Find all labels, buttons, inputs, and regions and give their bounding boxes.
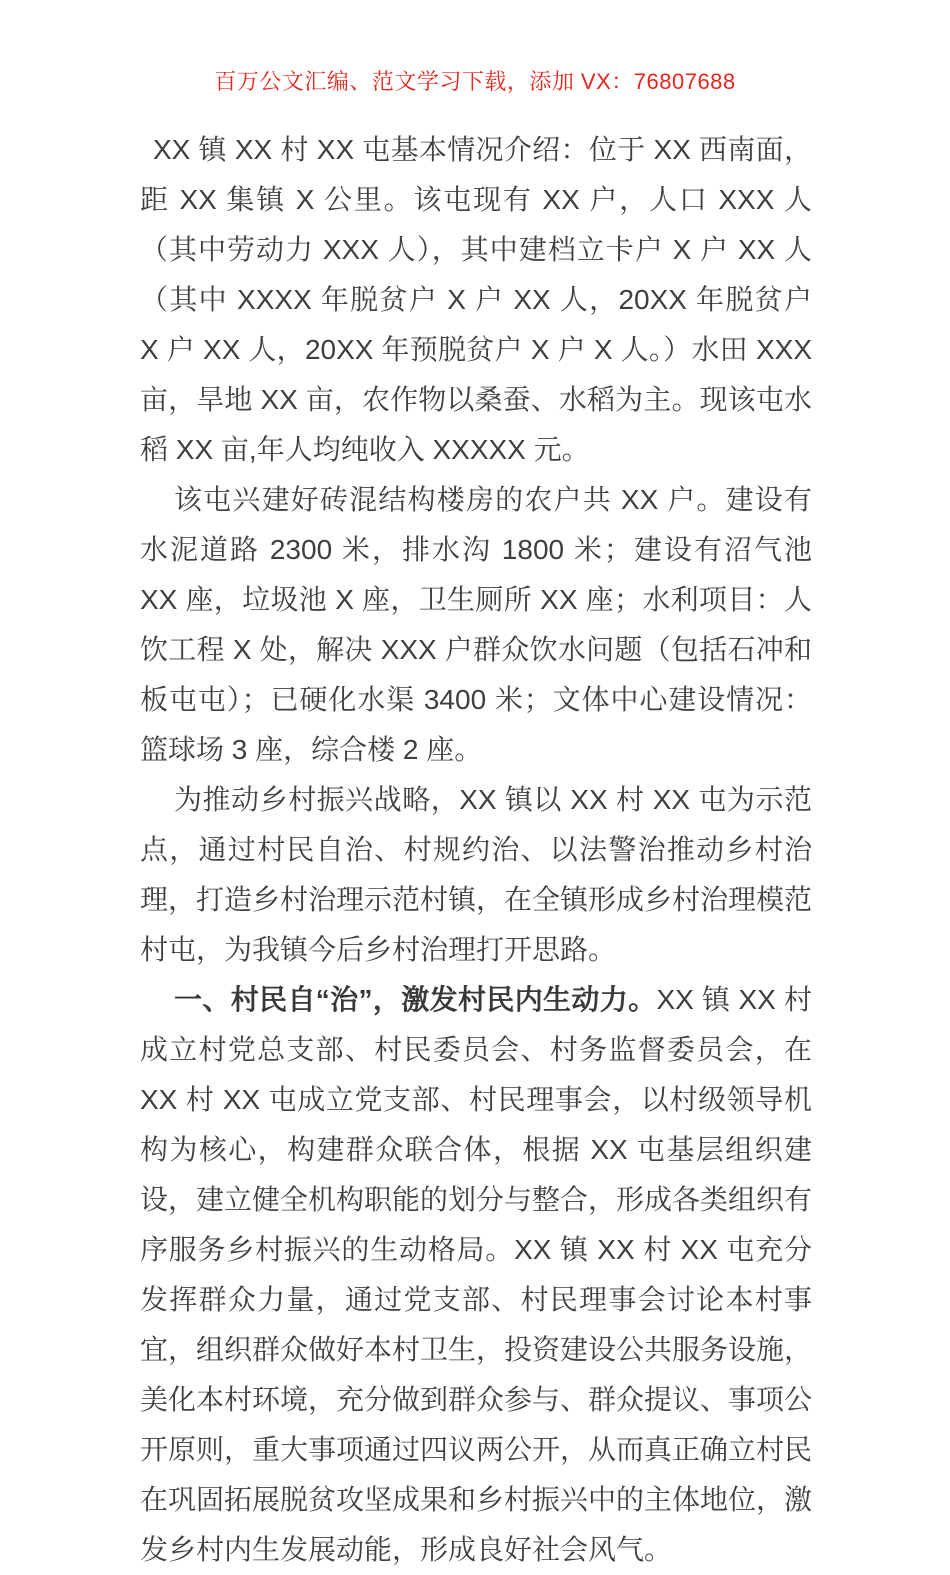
paragraph-infrastructure: 该屯兴建好砖混结构楼房的农户共 XX 户。建设有水泥道路 2300 米，排水沟 1800 米；建设有沼气池 XX 座，垃圾池 X 座，卫生厕所 XX 座；水利项目：人饮工程 X 处，解决 XXX 户群众饮水问题（包括石冲和板屯屯）；已硬化水渠 3400 米；文体中心建设情况：篮球场 3 座，综合楼 2 座。	[140, 484, 812, 765]
section-heading: 一、村民自“治”，激发村民内生动力。	[174, 984, 657, 1015]
paragraph-intro: XX 镇 XX 村 XX 屯基本情况介绍：位于 XX 西南面，距 XX 集镇 X 公里。该屯现有 XX 户，人口 XXX 人（其中劳动力 XXX 人），其中建档立卡户 X 户 XX 人（其中 XXXX 年脱贫户 X 户 XX 人，20XX 年脱贫户 X 户 XX 人，20XX 年预脱贫户 X 户 X 人。）水田 XXX 亩，旱地 XX 亩，农作物以桑蚕、水稻为主。现该屯水稻 XX 亩,年人均纯收入 XXXXX 元。	[140, 134, 812, 465]
section-body-text: XX 镇 XX 村成立村党总支部、村民委员会、村务监督委员会，在 XX 村 XX 屯成立党支部、村民理事会，以村级领导机构为核心，构建群众联合体，根据 XX 屯基层组织建设，建立健全机构职能的划分与整合，形成各类组织有序服务乡村振兴的生动格局。XX 镇 XX 村 XX 屯充分发挥群众力量，通过党支部、村民理事会讨论本村事宜，组织群众做好本村卫生，投资建设公共服务设施，美化本村环境，充分做到群众参与、群众提议、事项公开原则，重大事项通过四议两公开，从而真正确立村民在巩固拓展脱贫攻坚成果和乡村振兴中的主体地位，激发乡村内生发展动能，形成良好社会风气。	[140, 984, 813, 1565]
document-body	[140, 125, 812, 1575]
paragraph-strategy: 为推动乡村振兴战略，XX 镇以 XX 村 XX 屯为示范点，通过村民自治、村规约治、以法警治推动乡村治理，打造乡村治理示范村镇，在全镇形成乡村治理模范村屯，为我镇今后乡村治理打开思路。	[140, 784, 813, 965]
paragraph-section-one	[140, 975, 812, 1575]
watermark-notice: 百万公文汇编、范文学习下载，添加 VX：76807688	[214, 69, 736, 94]
